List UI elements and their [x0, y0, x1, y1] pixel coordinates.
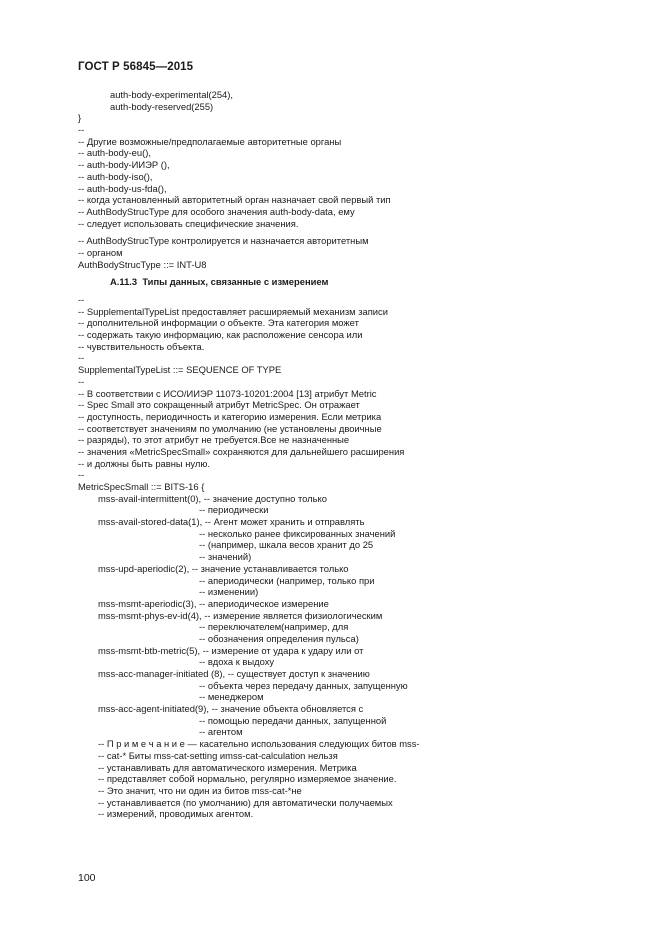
- code-line: mss-upd-aperiodic(2), -- значение устанавливается только: [98, 562, 349, 574]
- code-line: MetricSpecSmall ::= BITS-16 {: [78, 481, 205, 492]
- code-line: AuthBodyStrucType ::= INT-U8: [78, 258, 207, 270]
- code-line: SupplementalTypeList ::= SEQUENCE OF TYPE: [78, 364, 282, 376]
- note-line: -- устанавливается (по умолчанию) для автоматически получаемых: [98, 796, 393, 808]
- code-line: -- содержать такую информацию, как расположение сенсора или: [78, 329, 363, 341]
- code-line: -- менеджером: [199, 691, 264, 703]
- page-number: 100: [78, 872, 96, 884]
- code-line: -- AuthBodyStrucType контролируется и назначается авторитетным: [78, 235, 369, 247]
- code-line: --: [78, 124, 85, 136]
- code-line: }: [78, 112, 82, 124]
- code-line: mss-msmt-btb-metric(5), -- измерение от удара к удару или от: [98, 644, 364, 656]
- code-line: -- периодически: [199, 504, 269, 516]
- code-line: --: [78, 294, 85, 305]
- code-line: mss-acc-agent-initiated(9), -- значение объекта обновляется с: [98, 703, 364, 715]
- code-line: -- auth-body-ИИЭР (),: [78, 159, 170, 171]
- code-line: -- апериодически (например, только при: [199, 574, 375, 586]
- code-line: -- и должны быть равны нулю.: [78, 457, 211, 469]
- code-line: -- доступность, периодичность и категорию измерения. Если метрика: [78, 410, 382, 422]
- code-line: -- auth-body-eu(),: [78, 147, 151, 159]
- code-line: -- Spec Small это сокращенный атрибут MetricSpec. Он отражает: [78, 399, 360, 411]
- code-line: --: [78, 375, 85, 387]
- code-line: -- (например, шкала весов хранит до 25: [199, 539, 374, 551]
- code-line: -- AuthBodyStrucType для особого значения auth-body-data, ему: [78, 205, 355, 217]
- code-line: -- когда установленный авторитетный орган назначает свой первый тип: [78, 194, 391, 206]
- code-line: -- несколько ранее фиксированных значений: [199, 527, 396, 539]
- code-line: auth-body-reserved(255): [110, 100, 214, 112]
- code-line: -- помощью передачи данных, запущенной: [199, 714, 387, 726]
- code-line: -- изменении): [199, 586, 259, 598]
- code-line: mss-acc-manager-initiated (8), -- существует доступ к значению: [98, 668, 370, 679]
- code-line: -- auth-body-iso(),: [78, 170, 153, 182]
- code-line: -- органом: [78, 246, 123, 258]
- section-heading: A.11.3 Типы данных, связанные с измерением: [110, 276, 329, 288]
- document-header: ГОСТ Р 56845—2015: [78, 61, 194, 73]
- note-line: -- представляет собой нормально, регулярно измеряемое значение.: [98, 773, 397, 785]
- code-line: -- переключателем(например, для: [199, 621, 349, 633]
- code-line: auth-body-experimental(254),: [110, 89, 233, 100]
- code-line: mss-msmt-aperiodic(3), -- апериодическое измерение: [98, 597, 329, 609]
- code-listing: [78, 89, 638, 820]
- note-line: -- устанавливать для автоматического измерения. Метрика: [98, 761, 357, 773]
- code-line: -- auth-body-us-fda(),: [78, 182, 167, 194]
- code-line: --: [78, 352, 85, 364]
- note-line: -- П р и м е ч а н и е — касательно использования следующих битов mss-: [98, 738, 420, 750]
- code-line: -- В соответствии с ИСО/ИИЭР 11073-10201:2004 [13] атрибут Metric: [78, 387, 377, 399]
- note-line: -- cat-* Биты mss-cat-setting иmss-cat-calculation нельзя: [98, 749, 338, 761]
- code-line: -- разряды), то этот атрибут не требуется.Все не назначенные: [78, 434, 350, 446]
- code-line: -- SupplementalTypeList предоставляет расширяемый механизм записи: [78, 305, 388, 317]
- code-line: -- агентом: [199, 726, 243, 738]
- code-line: mss-avail-stored-data(1), -- Агент может хранить и отправлять: [98, 516, 365, 528]
- code-line: -- следует использовать специфические значения.: [78, 217, 299, 229]
- code-line: mss-msmt-phys-ev-id(4), -- измерение является физиологическим: [98, 609, 383, 621]
- code-line: -- вдоха к выдоху: [199, 656, 275, 668]
- code-line: -- значения «MetricSpecSmall» сохраняются для дальнейшего расширения: [78, 445, 405, 457]
- code-line: --: [78, 469, 85, 481]
- note-line: -- измерений, проводимых агентом.: [98, 808, 254, 820]
- code-line: mss-avail-intermittent(0), -- значение доступно только: [98, 492, 327, 504]
- code-line: -- значений): [199, 551, 252, 563]
- code-line: -- дополнительной информации о объекте. Эта категория может: [78, 317, 359, 329]
- code-line: -- Другие возможные/предполагаемые авторитетные органы: [78, 135, 342, 147]
- code-line: -- соответствует значениям по умолчанию (не установлены двоичные: [78, 422, 382, 434]
- code-line: -- объекта через передачу данных, запущенную: [199, 679, 408, 691]
- code-line: -- чувствительность объекта.: [78, 340, 205, 352]
- code-line: -- обозначения определения пульса): [199, 632, 359, 644]
- note-line: -- Это значит, что ни один из битов mss-cat-*не: [98, 784, 302, 796]
